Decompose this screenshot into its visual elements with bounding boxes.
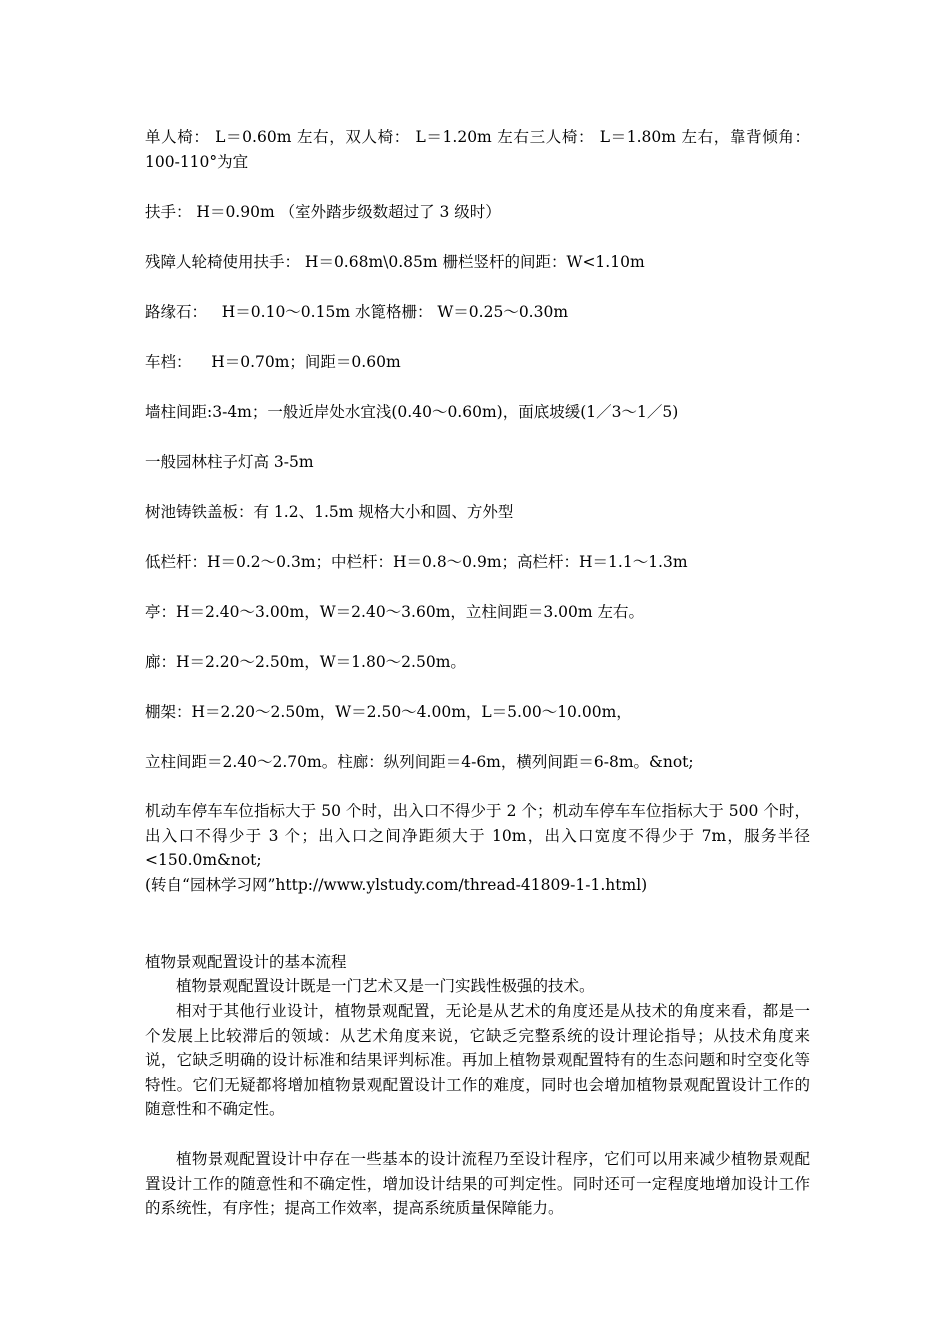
spec-line-column-spacing: 立柱间距＝2.40～2.70m。柱廊：纵列间距＝4-6m，横列间距＝6-8m。&not; [145,753,694,771]
spec-line-lamp: 一般园林柱子灯高 3-5m [145,453,314,471]
spec-line-corridor: 廊：H＝2.20～2.50m，W＝1.80～2.50m。 [145,653,466,671]
spec-line-wall-column: 墙柱间距:3-4m；一般近岸处水宜浅(0.40～0.60m)，面底坡缓(1／3～1／5) [145,403,679,421]
body-paragraph-1: 植物景观配置设计既是一门艺术又是一门实践性极强的技术。 [176,977,595,995]
spec-line-tree-grate: 树池铸铁盖板：有 1.2、1.5m 规格大小和圆、方外型 [145,503,514,521]
spec-line-wheelchair-handrail: 残障人轮椅使用扶手： H＝0.68m\0.85m 栅栏竖杆的间距：W<1.10m [145,253,645,271]
spec-line-pergola: 棚架：H＝2.20～2.50m，W＝2.50～4.00m，L＝5.00～10.00m， [145,703,632,721]
spec-line-curb: 路缘石： H＝0.10～0.15m 水篦格栅： W＝0.25～0.30m [145,303,569,321]
body-paragraph-2: 相对于其他行业设计，植物景观配置，无论是从艺术的角度还是从技术的角度来看，都是一个发展上比较滞后的领域：从艺术角度来说，它缺乏完整系统的设计理论指导；从技术角度来说，它缺乏明确的设计标准和结果评判标准。再加上植物景观配置特有的生态问题和时空变化等特性。它们无疑都将增加植物景观配置设计工作的难度，同时也会增加植物景观配置设计工作的随意性和不确定性。 [145,1002,810,1118]
section-title: 植物景观配置设计的基本流程 [145,953,347,971]
spec-line-bollard: 车档： H＝0.70m；间距＝0.60m [145,353,401,371]
spec-line-pavilion: 亭：H＝2.40～3.00m，W＝2.40～3.60m，立柱间距＝3.00m 左右。 [145,603,645,621]
parking-paragraph: 机动车停车车位指标大于 50 个时，出入口不得少于 2 个；机动车停车车位指标大于 500 个时，出入口不得少于 3 个；出入口之间净距须大于 10m，出入口宽度不得少于 7m，服务半径<150.0m&not; [145,802,810,869]
spec-line-handrail: 扶手： H＝0.90m （室外踏步级数超过了 3 级时） [145,203,501,221]
spec-line-railing: 低栏杆：H＝0.2～0.3m；中栏杆：H＝0.8～0.9m；高栏杆：H＝1.1～1.3m [145,553,688,571]
spec-line-bench: 单人椅： L＝0.60m 左右，双人椅： L＝1.20m 左右三人椅： L＝1.80m 左右，靠背倾角：100-110°为宜 [145,128,810,171]
source-line: (转自“园林学习网”http://www.ylstudy.com/thread-41809-1-1.html) [145,876,648,894]
body-paragraph-3: 植物景观配置设计中存在一些基本的设计流程乃至设计程序，它们可以用来减少植物景观配置设计工作的随意性和不确定性，增加设计结果的可判定性。同时还可一定程度地增加设计工作的系统性，有序性；提高工作效率，提高系统质量保障能力。 [145,1150,810,1217]
